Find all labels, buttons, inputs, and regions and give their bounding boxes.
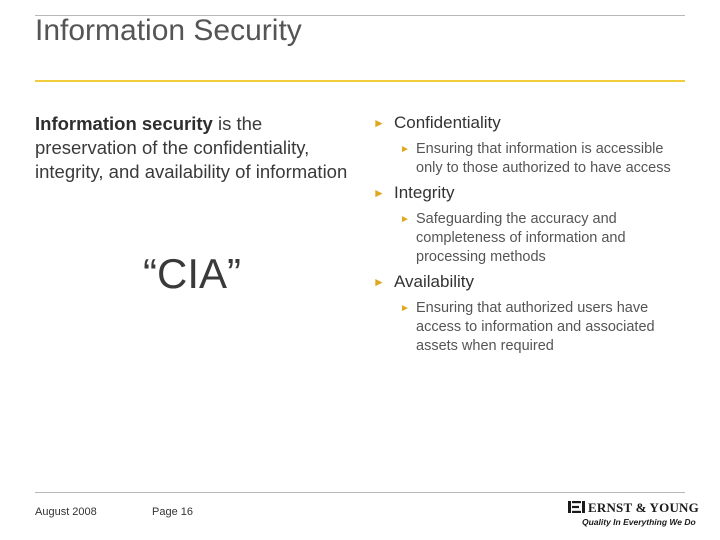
triangle-right-icon: ► xyxy=(400,214,410,225)
sub-bullet-integrity xyxy=(400,210,693,267)
footer-date: August 2008 xyxy=(35,506,97,518)
bullet-integrity xyxy=(373,182,693,204)
sub-bullet-confidentiality xyxy=(400,140,693,178)
cia-bullet-list xyxy=(373,112,693,360)
sub-bullet-text: Ensuring that authorized users have access to information and associated assets when required xyxy=(416,300,655,354)
sub-bullet-text: Ensuring that information is accessible only to those authorized to have access xyxy=(416,141,671,176)
cia-acronym: “CIA” xyxy=(143,250,241,297)
logo-wordmark: ERNST & YOUNG xyxy=(588,500,699,515)
sub-bullet-availability xyxy=(400,299,693,356)
bullet-heading: Availability xyxy=(394,272,475,291)
bullet-heading: Confidentiality xyxy=(394,113,501,132)
sub-bullet-text: Safeguarding the accuracy and completeness of information and processing methods xyxy=(416,211,626,265)
triangle-right-icon: ► xyxy=(373,275,385,289)
triangle-right-icon: ► xyxy=(400,303,410,314)
intro-text: is the preservation of the confidentiality, integrity, and availability of information xyxy=(35,113,348,182)
intro-paragraph xyxy=(35,112,355,184)
company-logo xyxy=(568,500,699,530)
bullet-heading: Integrity xyxy=(394,183,455,202)
triangle-right-icon: ► xyxy=(373,116,385,130)
footer-page-number: Page 16 xyxy=(152,506,193,518)
intro-bold-term: Information security xyxy=(35,113,213,134)
footer-divider xyxy=(35,492,685,493)
ey-logo-mark-icon xyxy=(568,500,586,514)
triangle-right-icon: ► xyxy=(400,144,410,155)
logo-tagline: Quality In Everything We Do xyxy=(582,517,696,527)
triangle-right-icon: ► xyxy=(373,186,385,200)
slide-title: Information Security xyxy=(35,14,302,47)
title-underline xyxy=(35,80,685,82)
bullet-availability xyxy=(373,271,693,293)
bullet-confidentiality xyxy=(373,112,693,134)
